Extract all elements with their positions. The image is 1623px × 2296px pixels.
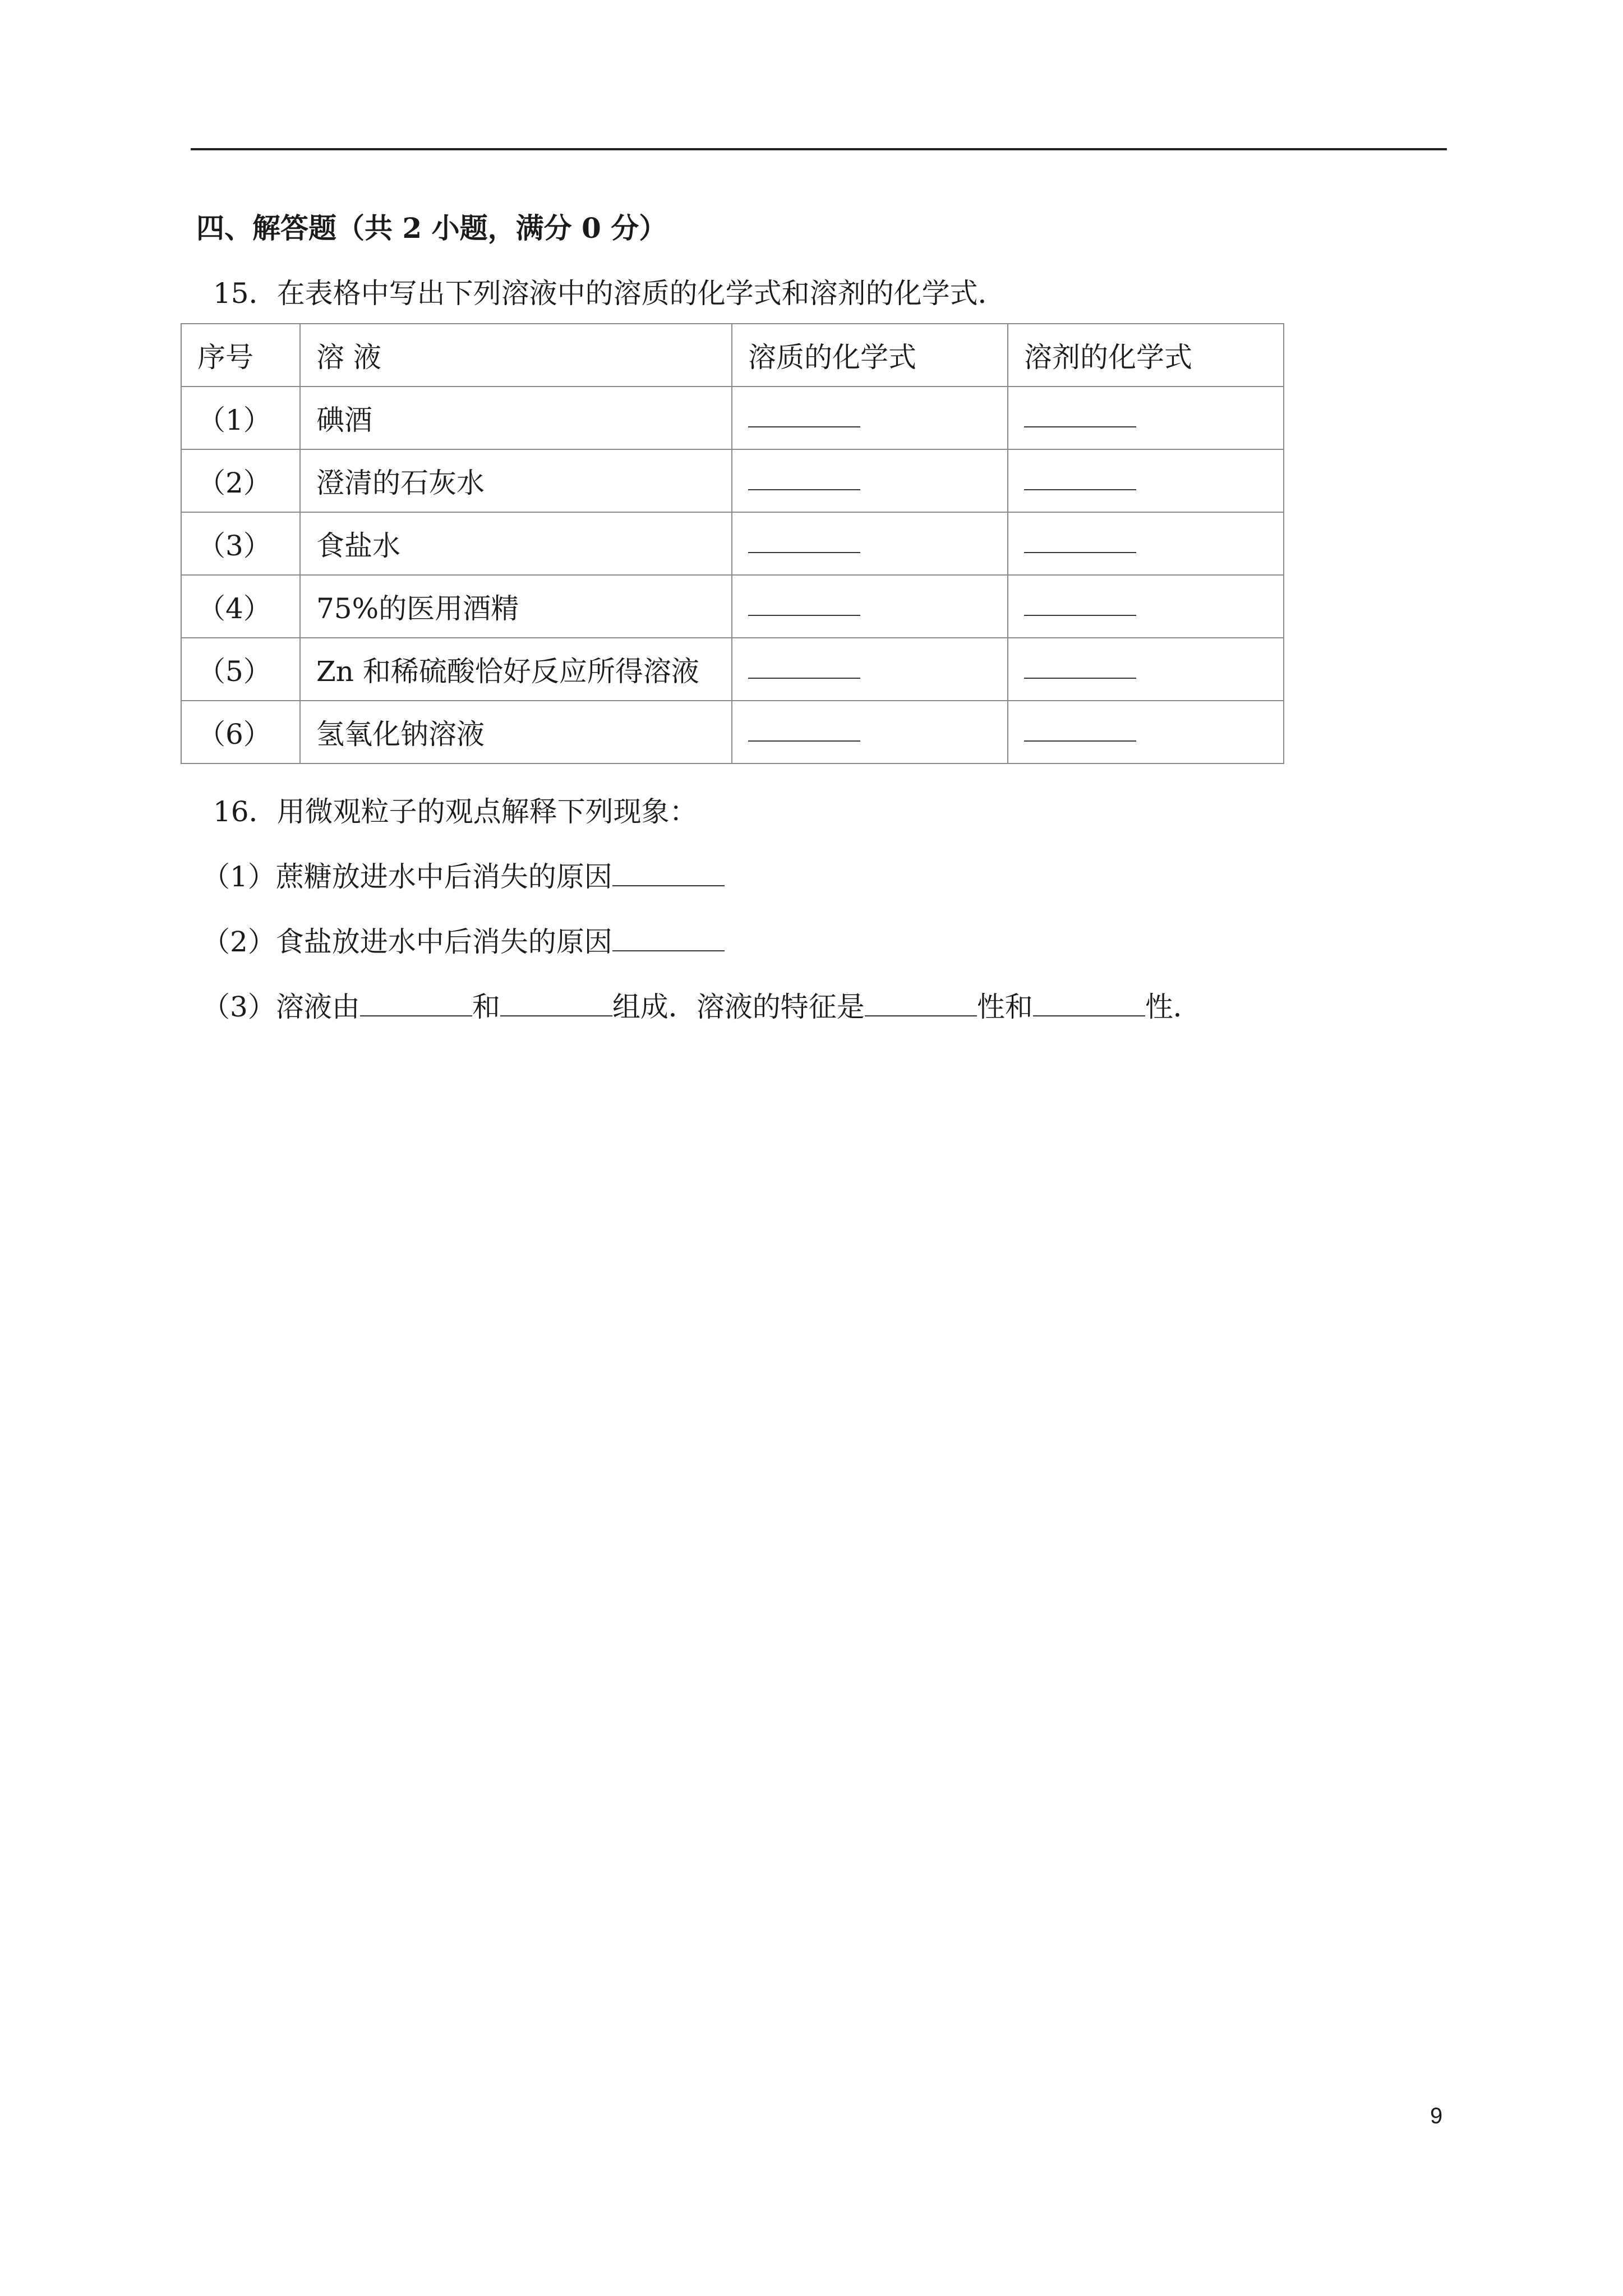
row-solution: 75%的医用酒精 (300, 575, 732, 638)
answer-blank-line (748, 720, 860, 742)
section-heading: 四、解答题（共 2 小题，满分 0 分） (196, 211, 667, 245)
answer-blank[interactable] (865, 993, 977, 1016)
header-solution: 溶 液 (300, 324, 732, 386)
row-number: （6） (181, 701, 300, 763)
solution-table (181, 323, 1284, 764)
solute-answer-blank[interactable] (732, 449, 1008, 512)
item-1-text: （1）蔗糖放进水中后消失的原因 (202, 861, 612, 893)
row-number: （3） (181, 512, 300, 575)
answer-blank[interactable] (500, 993, 612, 1016)
answer-blank-line (748, 469, 860, 490)
solute-answer-blank[interactable] (732, 386, 1008, 449)
item-3-text-part3: 组成．溶液的特征是 (612, 991, 865, 1023)
answer-blank[interactable] (612, 928, 725, 951)
solute-answer-blank[interactable] (732, 701, 1008, 763)
row-solution: 碘酒 (300, 386, 732, 449)
row-solution: 澄清的石灰水 (300, 449, 732, 512)
answer-blank-line (748, 532, 860, 553)
question-16-item-2 (202, 922, 725, 961)
row-number: （5） (181, 638, 300, 701)
answer-blank-line (1024, 657, 1136, 679)
answer-blank-line (748, 657, 860, 679)
item-3-text-part2: 和 (472, 991, 500, 1023)
solvent-answer-blank[interactable] (1008, 386, 1284, 449)
question-15-title: 15．在表格中写出下列溶液中的溶质的化学式和溶剂的化学式． (213, 277, 1006, 310)
solute-answer-blank[interactable] (732, 638, 1008, 701)
answer-blank[interactable] (360, 993, 472, 1016)
page-number: 9 (1430, 2104, 1443, 2128)
table-row (181, 512, 1284, 575)
solute-answer-blank[interactable] (732, 575, 1008, 638)
answer-blank-line (1024, 469, 1136, 490)
table-header-row (181, 324, 1284, 386)
table-row (181, 449, 1284, 512)
row-number: （1） (181, 386, 300, 449)
answer-blank-line (748, 595, 860, 616)
question-16-item-3 (202, 987, 1201, 1027)
item-3-text-part5: 性． (1145, 991, 1201, 1023)
solvent-answer-blank[interactable] (1008, 701, 1284, 763)
answer-blank-line (1024, 532, 1136, 553)
item-3-text-part4: 性和 (976, 991, 1033, 1023)
answer-blank-line (748, 406, 860, 427)
solute-answer-blank[interactable] (732, 512, 1008, 575)
header-rule (191, 148, 1447, 150)
question-16-title: 16．用微观粒子的观点解释下列现象： (213, 795, 698, 828)
item-3-text-part1: （3）溶液由 (202, 991, 360, 1023)
row-number: （4） (181, 575, 300, 638)
table-row (181, 701, 1284, 763)
row-solution: 氢氧化钠溶液 (300, 701, 732, 763)
table-row (181, 638, 1284, 701)
answer-blank[interactable] (612, 863, 725, 886)
item-2-text: （2）食盐放进水中后消失的原因 (202, 926, 612, 958)
solvent-answer-blank[interactable] (1008, 449, 1284, 512)
question-16-item-1 (202, 857, 725, 896)
row-solution: Zn 和稀硫酸恰好反应所得溶液 (300, 638, 732, 701)
answer-blank-line (1024, 595, 1136, 616)
solvent-answer-blank[interactable] (1008, 575, 1284, 638)
header-solvent-formula: 溶剂的化学式 (1008, 324, 1284, 386)
answer-blank[interactable] (1033, 993, 1145, 1016)
solvent-answer-blank[interactable] (1008, 638, 1284, 701)
row-number: （2） (181, 449, 300, 512)
row-solution: 食盐水 (300, 512, 732, 575)
table-row (181, 575, 1284, 638)
answer-blank-line (1024, 720, 1136, 742)
header-number: 序号 (181, 324, 300, 386)
header-solute-formula: 溶质的化学式 (732, 324, 1008, 386)
answer-blank-line (1024, 406, 1136, 427)
table-row (181, 386, 1284, 449)
solvent-answer-blank[interactable] (1008, 512, 1284, 575)
